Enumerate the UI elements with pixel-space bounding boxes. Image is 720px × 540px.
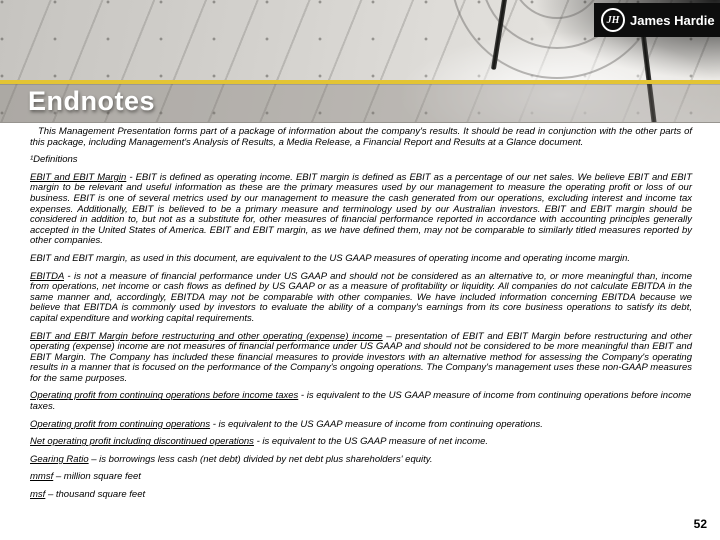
endnote-term: EBITDA <box>30 270 64 282</box>
endnote-paragraph <box>30 391 692 412</box>
endnote-term: EBIT and EBIT Margin before restructuring and other operating (expense) income <box>30 330 383 342</box>
endnote-text: - is not a measure of financial performance under US GAAP and should not be considered as an alternative to, or more meaningful than, income from operations, net income or cash flows as defined by US GAAP or as a measure of profitability or liquidity. All companies do not calculate EBITDA in the same manner and, accordingly, EBITDA may not be comparable with other companies. We have included information concerning EBITDA because we believe that EBITDA is commonly used by investors to evaluate the ability of a company's earnings from its core business operations to satisfy its debt, capital expenditure and working capital requirements. <box>30 270 692 324</box>
endnote-text: – is borrowings less cash (net debt) divided by net debt plus shareholders' equity. <box>88 453 433 465</box>
endnote-paragraph <box>30 455 692 466</box>
endnote-paragraph <box>30 173 692 247</box>
endnote-text: - is equivalent to the US GAAP measure of income from continuing operations. <box>210 418 543 430</box>
page-title: Endnotes <box>28 86 156 116</box>
endnote-term: Operating profit from continuing operations <box>30 418 211 430</box>
endnote-paragraph <box>30 272 692 325</box>
endnote-paragraph <box>30 332 692 385</box>
endnote-paragraph <box>30 490 692 501</box>
endnote-text: ¹Definitions <box>30 154 78 166</box>
endnote-paragraph <box>30 437 692 448</box>
endnote-text: - is equivalent to the US GAAP measure of net income. <box>253 436 489 448</box>
endnote-term: mmsf <box>30 471 54 483</box>
endnote-term: EBIT and EBIT Margin <box>30 171 127 183</box>
endnote-text: This Management Presentation forms part of a package of information about the company's results. It should be read in conjunction with the other parts of this package, including Management's Analysis of Results, a Media Release, a Financial Report and Results at a Glance document. <box>30 126 692 148</box>
page-number: 52 <box>693 517 707 531</box>
endnote-paragraph <box>30 155 692 166</box>
header-banner <box>0 0 720 123</box>
endnote-paragraph <box>30 472 692 483</box>
endnote-term: Operating profit from continuing operations before income taxes <box>30 390 299 402</box>
james-hardie-monogram-icon: JH <box>601 8 625 32</box>
endnotes-body <box>30 127 692 508</box>
endnote-text: - is equivalent to the US GAAP measure of income from continuing operations before income taxes. <box>30 390 692 413</box>
endnote-text: – presentation of EBIT and EBIT Margin before restructuring and other operating (expense) income are not measures of financial performance under US GAAP and should not be considered to be more meaningful than EBIT and EBIT Margin. The Company has included these financial measures to provide investors with an alternative method for assessing the Company's operating results in a manner that is focused on the performance of the Company's ongoing operations. The Company's management uses these non-GAAP measures for the same purposes. <box>30 330 692 384</box>
endnote-text: EBIT and EBIT margin, as used in this document, are equivalent to the US GAAP measures of operating income and operating income margin. <box>30 252 631 264</box>
endnote-text: - EBIT is defined as operating income. EBIT margin is defined as EBIT as a percentage of our net sales. We believe EBIT and EBIT margin to be relevant and useful information as these are the primary measures used by our management to measure the operating profit or loss of our business. EBIT is one of several metrics used by our management to measure the cash generated from our operations, excluding interest and income tax expenses. Additionally, EBIT is believed to be a primary measure and terminology used by our Australian investors. EBIT and EBIT margin should be considered in addition to, but not as a substitute for, other measures of financial performance reported in accordance with accounting principles generally accepted in the United States of America. EBIT and EBIT margin, as we have defined them, may not be comparable to similarly titled measures reported by other companies. <box>30 171 693 247</box>
endnote-term: Net operating profit including discontinued operations <box>30 436 254 448</box>
endnote-paragraph <box>30 127 692 148</box>
endnote-paragraph <box>30 420 692 431</box>
endnote-text: – thousand square feet <box>45 489 146 501</box>
endnote-text: – million square feet <box>53 471 141 483</box>
endnote-paragraph <box>30 254 692 265</box>
endnote-term: Gearing Ratio <box>30 453 89 465</box>
endnote-term: msf <box>30 489 46 501</box>
logo-text: James Hardie <box>630 12 715 28</box>
james-hardie-logo <box>594 3 720 37</box>
